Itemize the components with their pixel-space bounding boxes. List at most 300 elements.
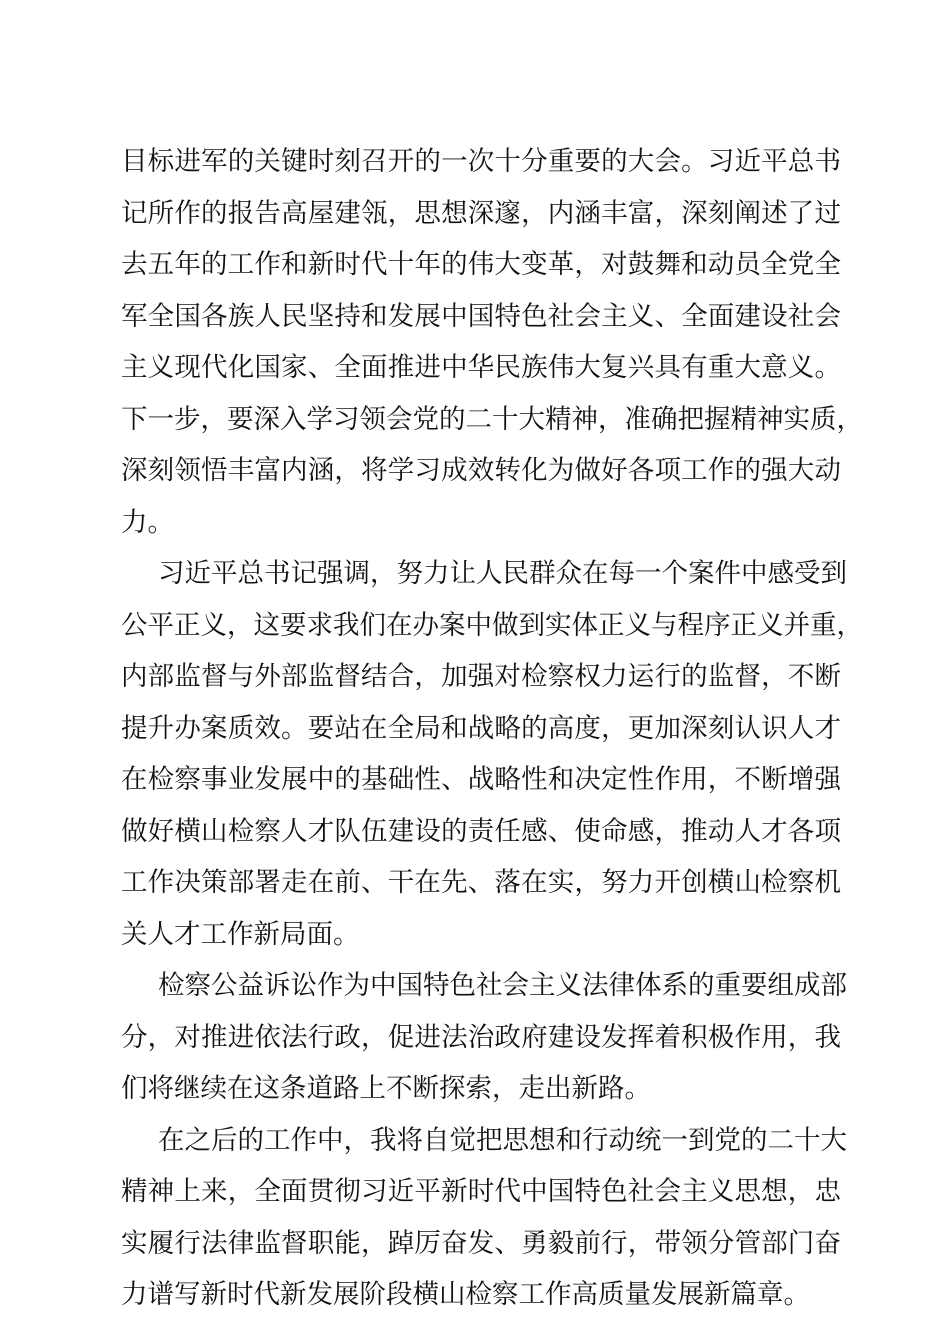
text-char: 办 — [174, 712, 201, 744]
text-char: 十 — [794, 1124, 821, 1156]
text-char: 识 — [761, 712, 788, 744]
text-char: 进 — [174, 146, 201, 177]
text-char: 二 — [767, 1124, 794, 1156]
text-char: 和 — [555, 1124, 582, 1156]
text-char: 富 — [627, 197, 655, 229]
text-char: 工 — [121, 867, 148, 898]
text-char: 十 — [387, 249, 415, 280]
text-char: ， — [361, 1227, 388, 1259]
text-char: 述 — [761, 197, 788, 229]
text-char: 的 — [201, 249, 228, 280]
text-char: 主 — [601, 300, 628, 332]
text-char: 丰 — [601, 197, 628, 229]
text-char: 和 — [361, 300, 388, 332]
text-char: 变 — [521, 249, 548, 280]
text-char: 义 — [787, 352, 815, 383]
text-char: 的 — [439, 403, 466, 435]
text-char: 。 — [681, 146, 708, 177]
text-char: 案 — [439, 609, 466, 641]
text-char: 深 — [467, 197, 495, 229]
text-char: 确 — [651, 403, 678, 435]
text-char: 检 — [521, 661, 548, 692]
text-char: 时 — [467, 1176, 495, 1207]
text-char: 大 — [494, 249, 521, 280]
text-char: 内 — [547, 197, 575, 229]
text-char: 去 — [121, 249, 148, 280]
text-char: 走 — [281, 867, 308, 898]
text-char: 家 — [281, 352, 308, 383]
text-char: 强 — [467, 661, 495, 692]
text-char: 的 — [688, 970, 715, 1001]
text-char: 性 — [627, 764, 655, 795]
text-char: 力 — [601, 661, 628, 692]
text-char: 设 — [574, 1021, 601, 1053]
text-char: 色 — [601, 1176, 628, 1207]
text-char: 要 — [227, 403, 254, 435]
text-char: 下 — [121, 403, 148, 435]
text-char: 全 — [147, 300, 175, 332]
text-char: 思 — [502, 1124, 529, 1156]
text-char: 面 — [707, 300, 735, 332]
text-char: 推 — [681, 815, 708, 847]
text-char: 分 — [121, 1021, 148, 1053]
text-char: 好 — [601, 455, 628, 486]
text-char: 效 — [254, 712, 281, 744]
text-char: 更 — [627, 712, 655, 744]
text-char: ， — [370, 558, 397, 589]
text-char: 对 — [494, 661, 521, 692]
text-char: 各 — [787, 815, 815, 847]
text-char: 全 — [387, 712, 415, 744]
text-char: 机 — [814, 867, 841, 898]
text-char: 想 — [761, 1176, 788, 1207]
text-char: 件 — [714, 558, 741, 589]
text-char: ， — [361, 1021, 388, 1053]
text-char: 建 — [387, 815, 415, 847]
text-char: 要 — [741, 970, 768, 1001]
text-char: 年 — [414, 249, 441, 280]
text-char: 推 — [201, 1021, 228, 1053]
text-char: 才 — [307, 815, 335, 847]
text-char: 鼓 — [627, 249, 655, 280]
text-char: 屋 — [307, 197, 335, 229]
text-char: 部 — [820, 970, 847, 1001]
text-char: 人 — [254, 300, 281, 332]
text-char: 的 — [734, 455, 761, 486]
text-char: 总 — [237, 558, 264, 589]
text-char: 不 — [734, 764, 761, 795]
text-char: 精 — [730, 403, 757, 435]
text-char: 复 — [601, 352, 628, 383]
text-char: 毅 — [547, 1227, 575, 1259]
text-char: 会 — [654, 1176, 681, 1207]
text-char: 性 — [521, 764, 548, 795]
text-char: 发 — [467, 1227, 495, 1259]
text-char: ， — [836, 403, 863, 435]
text-char: 近 — [184, 558, 211, 589]
text-char: 一 — [441, 146, 468, 177]
text-char: 认 — [734, 712, 761, 744]
text-char: 中 — [741, 558, 768, 589]
text-char: 作 — [734, 1021, 761, 1053]
text-char: 强 — [317, 558, 344, 589]
text-char: 察 — [174, 764, 201, 795]
text-char: ， — [787, 1021, 815, 1053]
text-char: 建 — [734, 300, 761, 332]
text-char: 、 — [441, 764, 468, 795]
text-char: 面 — [281, 1176, 308, 1207]
text-char: 刻 — [707, 197, 735, 229]
text-char: ， — [200, 403, 227, 435]
text-char: 义 — [147, 352, 175, 383]
text-char: 的 — [441, 815, 468, 847]
text-char: 横 — [174, 815, 201, 847]
text-char: 质 — [810, 403, 837, 435]
text-char: 神 — [571, 403, 598, 435]
text-char: 贯 — [307, 1176, 335, 1207]
text-char: 律 — [608, 970, 635, 1001]
text-char: 一 — [147, 403, 174, 435]
text-char: 国 — [254, 352, 281, 383]
text-char: 建 — [334, 197, 361, 229]
text-char: 法 — [201, 1227, 228, 1259]
text-char: 升 — [147, 712, 175, 744]
text-char: 后 — [211, 1124, 238, 1156]
paragraph-4 — [121, 1115, 847, 1321]
text-line — [121, 1115, 847, 1167]
text-char: 我 — [814, 1021, 841, 1053]
text-char: 精 — [545, 403, 572, 435]
text-char: 要 — [574, 146, 601, 177]
text-char: 中 — [441, 352, 468, 383]
text-char: 感 — [521, 815, 548, 847]
text-char: 平 — [211, 558, 238, 589]
text-char: 行 — [307, 1021, 335, 1053]
text-char: 开 — [387, 146, 415, 177]
text-char: ， — [787, 1176, 815, 1207]
text-char: 前 — [574, 1227, 601, 1259]
text-char: 案 — [201, 712, 228, 744]
text-char: 设 — [414, 815, 441, 847]
text-char: 、 — [654, 300, 681, 332]
text-char: 察 — [184, 970, 211, 1001]
text-char: 深 — [681, 712, 708, 744]
text-char: 权 — [574, 661, 601, 692]
text-char: 依 — [254, 1021, 281, 1053]
text-char: 正 — [730, 609, 757, 641]
text-char: 群 — [529, 558, 556, 589]
text-char: 体 — [571, 609, 598, 641]
text-char: 握 — [704, 403, 731, 435]
text-char: 门 — [787, 1227, 815, 1259]
text-char: 动 — [707, 249, 735, 280]
text-char: 先 — [441, 867, 468, 898]
text-char: 众 — [555, 558, 582, 589]
text-char: 前 — [334, 867, 361, 898]
text-char: 展 — [281, 764, 308, 795]
text-char: 主 — [681, 1176, 708, 1207]
text-char: 色 — [449, 970, 476, 1001]
text-char: 益 — [237, 970, 264, 1001]
text-char: 伟 — [467, 249, 495, 280]
text-char: 了 — [787, 197, 815, 229]
text-char: 作 — [147, 867, 175, 898]
text-char: 彻 — [334, 1176, 361, 1207]
text-char: 程 — [677, 609, 704, 641]
text-char: 领 — [174, 455, 201, 486]
text-char: ， — [521, 197, 548, 229]
text-char: 行 — [174, 1227, 201, 1259]
text-line — [121, 960, 847, 1012]
text-char: 政 — [334, 1021, 361, 1053]
text-char: 阐 — [734, 197, 761, 229]
text-char: 结 — [361, 661, 388, 692]
text-char: 记 — [121, 197, 148, 229]
text-char: 提 — [121, 712, 148, 744]
text-char: 觉 — [449, 1124, 476, 1156]
text-char: 年 — [174, 249, 201, 280]
text-char: 感 — [767, 558, 794, 589]
text-char: 自 — [423, 1124, 450, 1156]
text-char: 用 — [681, 764, 708, 795]
text-char: ， — [836, 609, 863, 641]
text-char: 在 — [414, 867, 441, 898]
text-char: 公 — [211, 970, 238, 1001]
text-char: ， — [654, 197, 681, 229]
text-char: 有 — [681, 352, 708, 383]
text-char: 责 — [467, 815, 495, 847]
text-line — [121, 188, 841, 240]
text-char: 主 — [529, 970, 556, 1001]
text-char: 民 — [502, 558, 529, 589]
text-char: 义 — [707, 1176, 735, 1207]
text-char: 会 — [502, 970, 529, 1001]
text-char: 队 — [334, 815, 361, 847]
text-char: 来 — [201, 1176, 228, 1207]
text-char: 政 — [494, 1021, 521, 1053]
text-char: 中 — [465, 609, 492, 641]
text-char: 命 — [601, 815, 628, 847]
text-char: 行 — [582, 1124, 609, 1156]
text-char: 在 — [158, 1124, 185, 1156]
text-char: 报 — [227, 197, 255, 229]
text-char: 深 — [253, 403, 280, 435]
text-char: 刻 — [147, 455, 175, 486]
text-char: 监 — [254, 1227, 281, 1259]
text-char: 办 — [412, 609, 439, 641]
text-char: 中 — [521, 1176, 548, 1207]
text-char: 度 — [574, 712, 601, 744]
text-char: 作 — [707, 455, 735, 486]
text-char: 我 — [333, 609, 360, 641]
text-char: 党 — [787, 249, 815, 280]
text-char: 瓴 — [361, 197, 388, 229]
text-char: 到 — [688, 1124, 715, 1156]
text-char: 效 — [467, 455, 495, 486]
text-char: 人 — [734, 815, 761, 847]
text-char: 案 — [688, 558, 715, 589]
text-char: 。 — [814, 352, 841, 383]
text-char: 性 — [414, 764, 441, 795]
text-char: 人 — [787, 712, 815, 744]
text-char: 挥 — [627, 1021, 655, 1053]
paragraph-3 — [121, 960, 847, 1115]
text-char: 的 — [201, 197, 228, 229]
text-char: 统 — [635, 1124, 662, 1156]
text-char: 新 — [441, 1176, 468, 1207]
text-char: 的 — [414, 146, 441, 177]
paragraph-2 — [121, 548, 863, 960]
text-char: 大 — [518, 403, 545, 435]
text-char: 履 — [147, 1227, 175, 1259]
text-char: 、 — [467, 867, 495, 898]
text-char: 诉 — [264, 970, 291, 1001]
text-line: 们将继续在这条道路上不断探索，走出新路。 — [121, 1073, 651, 1104]
text-char: 领 — [359, 403, 386, 435]
text-char: 义 — [757, 609, 784, 641]
text-char: 平 — [414, 1176, 441, 1207]
text-char: 革 — [547, 249, 575, 280]
text-char: 全 — [814, 249, 841, 280]
text-char: 刻 — [707, 712, 735, 744]
text-char: 战 — [467, 764, 495, 795]
text-char: 力 — [423, 558, 450, 589]
text-char: 面 — [361, 352, 388, 383]
text-line — [121, 1218, 841, 1270]
text-char: 督 — [201, 661, 228, 692]
text-char: 持 — [334, 300, 361, 332]
text-char: 主 — [121, 352, 148, 383]
text-char: 召 — [361, 146, 388, 177]
text-char: 每 — [608, 558, 635, 589]
text-char: 五 — [147, 249, 175, 280]
text-line — [121, 600, 863, 652]
text-char: 建 — [547, 1021, 575, 1053]
text-char: 义 — [555, 970, 582, 1001]
text-line — [121, 291, 841, 343]
text-char: 员 — [734, 249, 761, 280]
text-char: 感 — [627, 815, 655, 847]
text-char: 工 — [681, 455, 708, 486]
text-line — [121, 754, 841, 806]
text-char: 要 — [307, 712, 335, 744]
text-char: 色 — [521, 300, 548, 332]
text-char: 上 — [174, 1176, 201, 1207]
text-char: 在 — [361, 712, 388, 744]
text-char: 各 — [627, 455, 655, 486]
text-char: 在 — [307, 867, 335, 898]
text-char: 努 — [396, 558, 423, 589]
text-char: 奋 — [441, 1227, 468, 1259]
text-char: 督 — [281, 1227, 308, 1259]
text-char: 准 — [624, 403, 651, 435]
text-char: 十 — [494, 146, 521, 177]
text-char: 部 — [227, 867, 255, 898]
text-line — [121, 342, 841, 394]
text-char: 推 — [387, 352, 415, 383]
text-char: 合 — [387, 661, 415, 692]
text-char: 工 — [227, 249, 255, 280]
text-char: 体 — [635, 970, 662, 1001]
text-char: 兴 — [627, 352, 655, 383]
text-char: 邃 — [494, 197, 521, 229]
text-char: 关 — [254, 146, 281, 177]
text-char: ， — [227, 609, 254, 641]
text-char: 部 — [281, 661, 308, 692]
text-char: 职 — [307, 1227, 335, 1259]
text-char: 展 — [414, 300, 441, 332]
text-char: 民 — [494, 352, 521, 383]
text-char: 、 — [547, 815, 575, 847]
text-char: ， — [334, 455, 361, 486]
text-char: 进 — [414, 1021, 441, 1053]
text-char: 分 — [707, 1227, 735, 1259]
text-char: 强 — [761, 455, 788, 486]
text-char: 正 — [174, 609, 201, 641]
text-line — [121, 857, 841, 909]
text-char: 步 — [174, 403, 201, 435]
text-char: 在 — [521, 867, 548, 898]
text-char: 动 — [707, 815, 735, 847]
text-char: 行 — [601, 1227, 628, 1259]
text-char: 基 — [361, 764, 388, 795]
text-char: 具 — [654, 352, 681, 383]
text-char: 实 — [547, 867, 575, 898]
text-char: 学 — [387, 455, 415, 486]
text-char: 质 — [227, 712, 255, 744]
text-char: 决 — [574, 764, 601, 795]
text-char: 习 — [158, 558, 185, 589]
text-char: 时 — [334, 249, 361, 280]
text-char: 加 — [654, 712, 681, 744]
text-char: 奋 — [814, 1227, 841, 1259]
text-char: 代 — [361, 249, 388, 280]
text-char: 代 — [494, 1176, 521, 1207]
text-char: 组 — [767, 970, 794, 1001]
text-char: 重 — [707, 352, 735, 383]
text-char: 华 — [467, 352, 495, 383]
text-char: 受 — [794, 558, 821, 589]
paragraph-1 — [121, 136, 863, 548]
text-char: 会 — [814, 300, 841, 332]
text-char: 项 — [814, 815, 841, 847]
text-char: 和 — [681, 249, 708, 280]
text-char: 代 — [201, 352, 228, 383]
text-char: 动 — [814, 455, 841, 486]
text-char: 检 — [147, 764, 175, 795]
text-char: 做 — [492, 609, 519, 641]
text-char: ， — [627, 1227, 655, 1259]
text-char: 强 — [814, 764, 841, 795]
text-char: 国 — [174, 300, 201, 332]
text-char: 横 — [707, 867, 735, 898]
text-char: 在 — [582, 558, 609, 589]
text-char: 用 — [761, 1021, 788, 1053]
text-char: ， — [343, 1124, 370, 1156]
text-char: 的 — [441, 249, 468, 280]
text-char: 发 — [254, 764, 281, 795]
text-char: 础 — [387, 764, 415, 795]
text-line — [121, 445, 841, 497]
text-char: 的 — [681, 661, 708, 692]
text-char: 高 — [547, 712, 575, 744]
text-char: 府 — [521, 1021, 548, 1053]
text-char: 实 — [121, 1227, 148, 1259]
text-char: 总 — [787, 146, 815, 177]
text-char: 大 — [627, 146, 655, 177]
text-char: ， — [574, 867, 601, 898]
text-char: 着 — [654, 1021, 681, 1053]
